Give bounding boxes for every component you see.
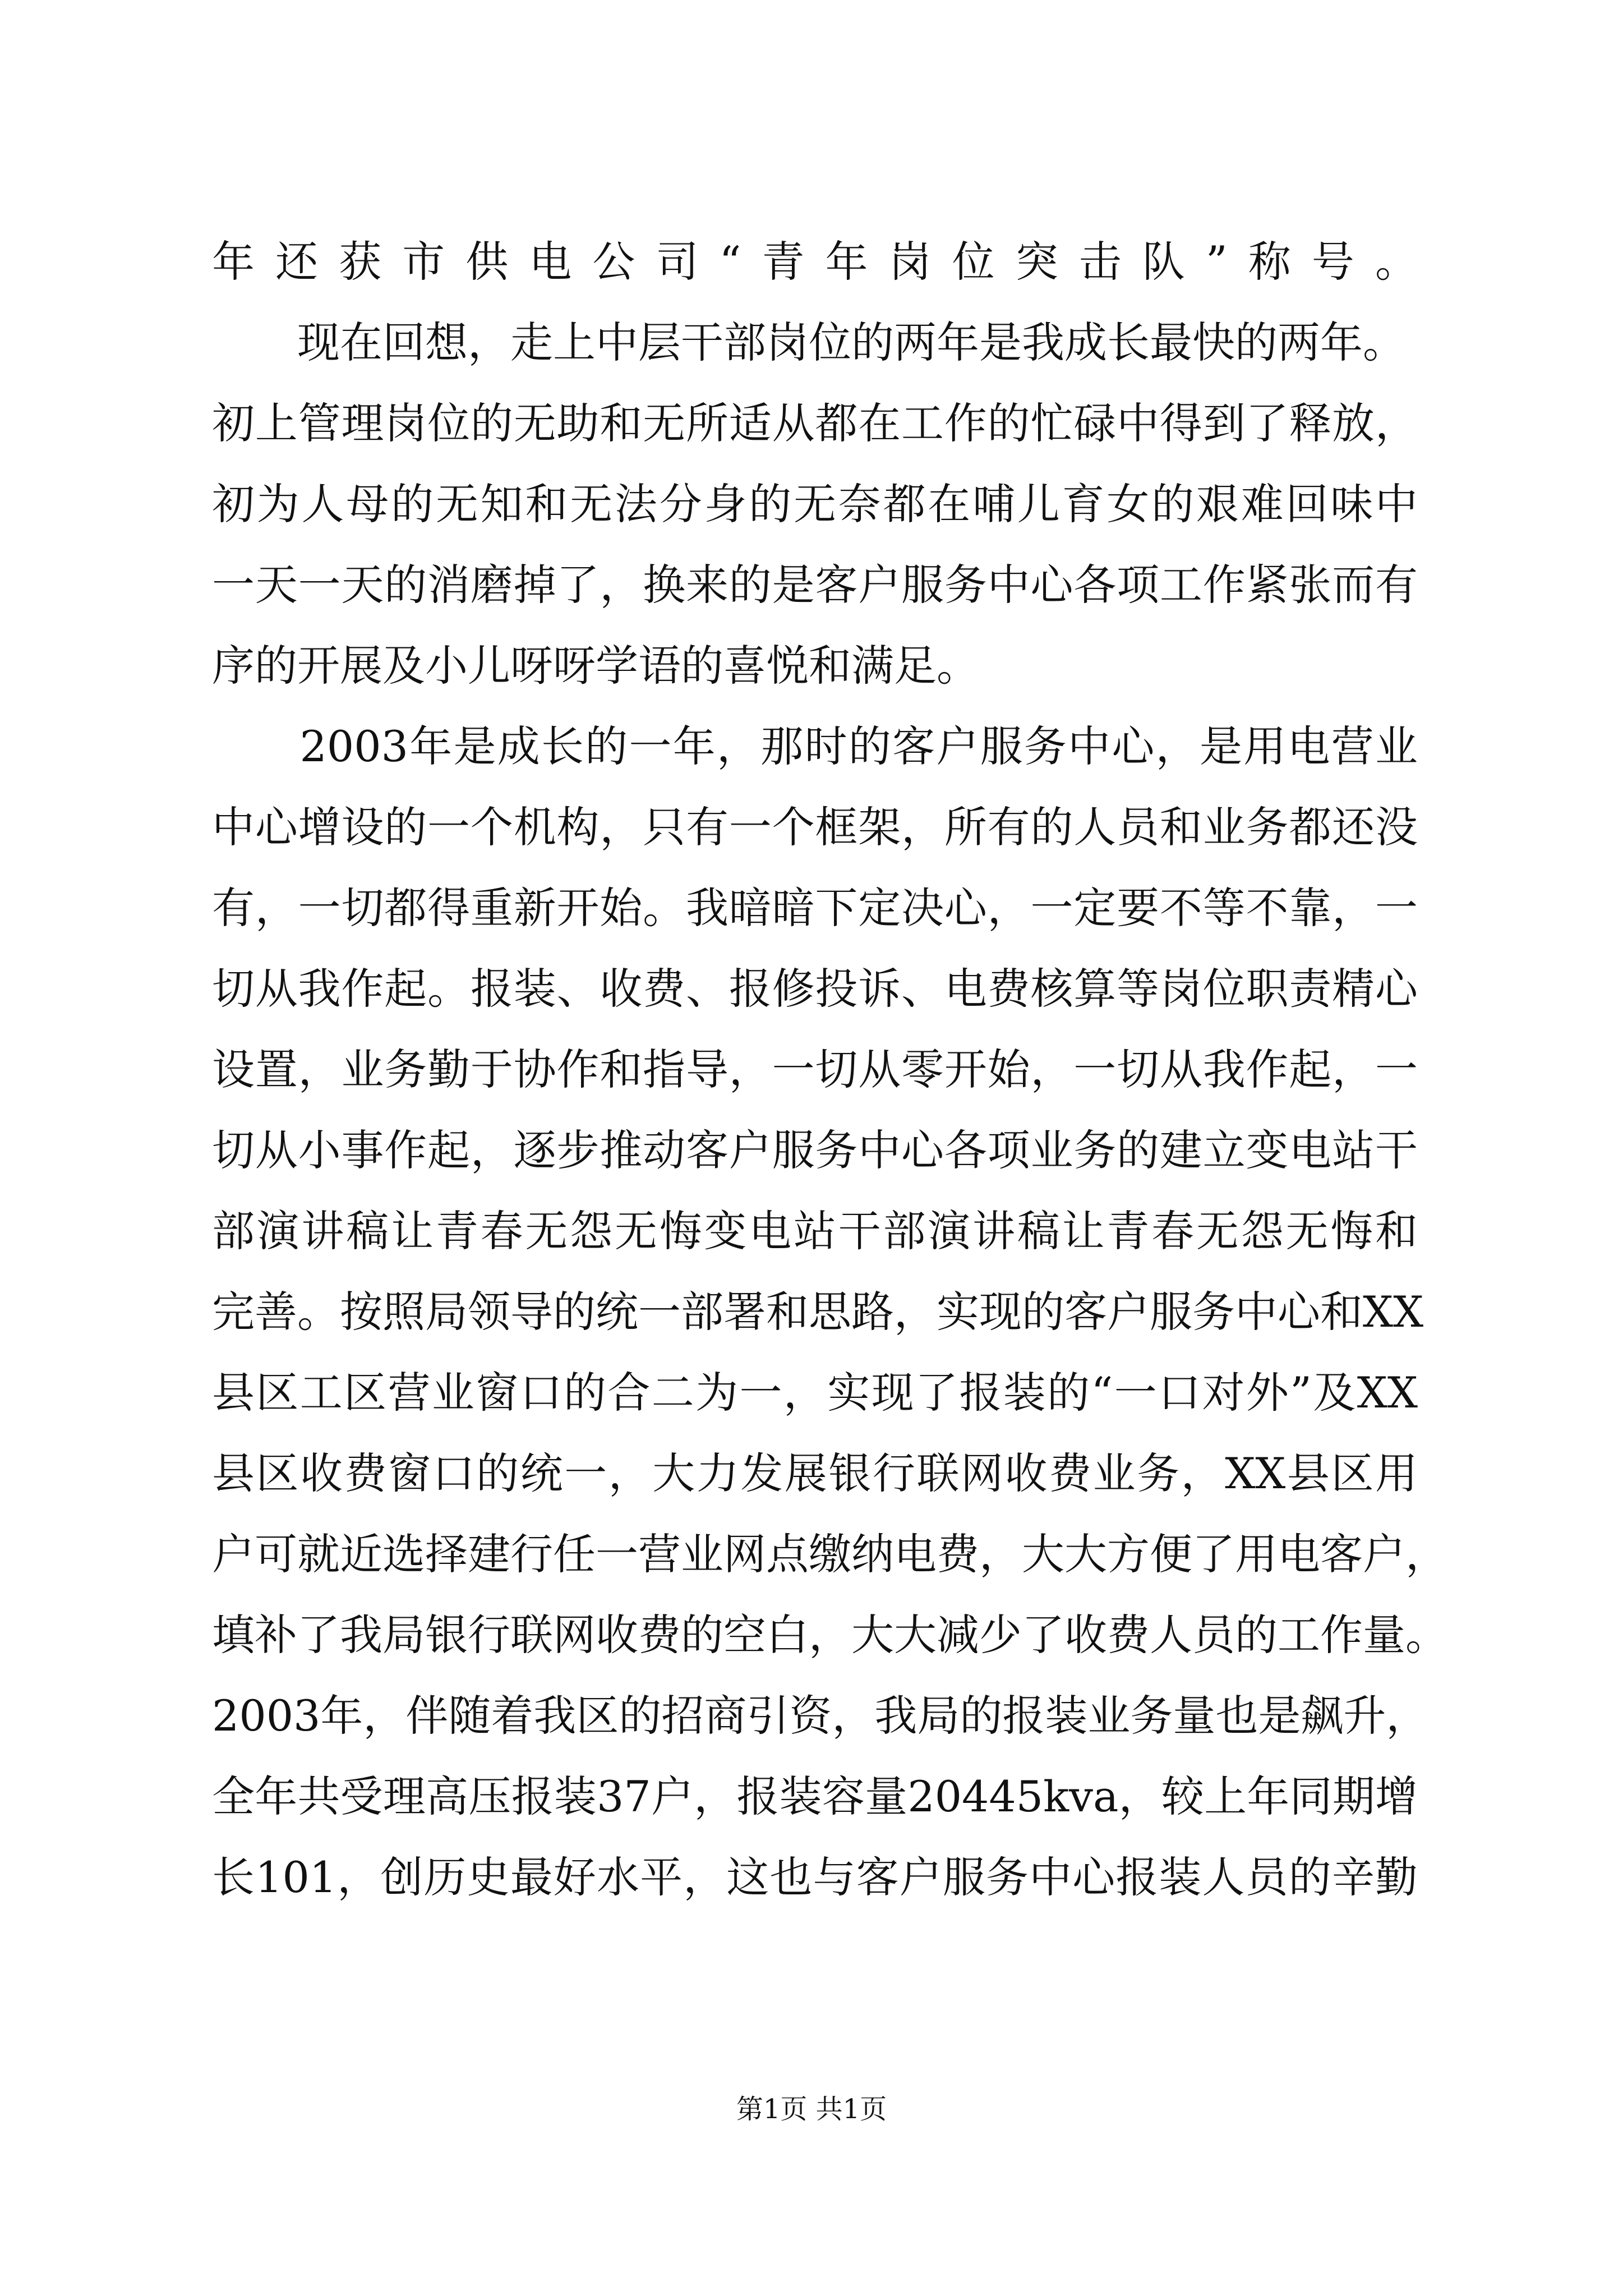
text-line: 部演讲稿让青春无怨无悔变电站干部演讲稿让青春无怨无悔和	[212, 1206, 1418, 1256]
text-line: 初为人母的无知和无法分身的无奈都在哺儿育女的艰难回味中	[212, 479, 1418, 529]
text-line: 一天一天的消磨掉了，换来的是客户服务中心各项工作紧张而有	[212, 560, 1418, 610]
text-line: 有，一切都得重新开始。我暗暗下定决心，一定要不等不靠，一	[212, 883, 1418, 933]
text-line: 设置，业务勤于协作和指导，一切从零开始，一切从我作起，一	[212, 1045, 1418, 1094]
text-line: 中心增设的一个机构，只有一个框架，所有的人员和业务都还没	[212, 802, 1418, 852]
text-line: 切从小事作起，逐步推动客户服务中心各项业务的建立变电站干	[212, 1125, 1418, 1175]
text-line: 初上管理岗位的无助和无所适从都在工作的忙碌中得到了释放，	[212, 398, 1418, 448]
text-line: 长101，创历史最好水平，这也与客户服务中心报装人员的辛勤	[212, 1852, 1418, 1902]
text-line: 序的开展及小儿呀呀学语的喜悦和满足。	[212, 641, 979, 691]
text-line: 全年共受理高压报装37户，报装容量20445kva，较上年同期增	[212, 1772, 1418, 1821]
text-line: 切从我作起。报装、收费、报修投诉、电费核算等岗位职责精心	[212, 964, 1418, 1014]
text-line: 2003年是成长的一年，那时的客户服务中心，是用电营业	[212, 721, 1418, 771]
text-line: 填补了我局银行联网收费的空白，大大减少了收费人员的工作量。	[212, 1610, 1448, 1660]
page-footer	[0, 2090, 1623, 2129]
text-line: 户可就近选择建行任一营业网点缴纳电费，大大方便了用电客户，	[212, 1529, 1448, 1579]
text-line: 2003年，伴随着我区的招商引资，我局的报装业务量也是飙升，	[212, 1691, 1429, 1741]
text-line: 完善。按照局领导的统一部署和思路，实现的客户服务中心和XX	[212, 1287, 1424, 1337]
text-line: 年还获市供电公司“青年岗位突击队”称号。	[212, 237, 1418, 287]
body-text	[212, 222, 1448, 1918]
text-line: 县区收费窗口的统一，大力发展银行联网收费业务，XX县区用	[212, 1448, 1418, 1498]
text-line: 现在回想，走上中层干部岗位的两年是我成长最快的两年。	[212, 318, 1405, 367]
text-line: 县区工区营业窗口的合二为一，实现了报装的“一口对外”及XX	[212, 1368, 1418, 1418]
page-number: 第1页 共1页	[736, 2093, 887, 2125]
